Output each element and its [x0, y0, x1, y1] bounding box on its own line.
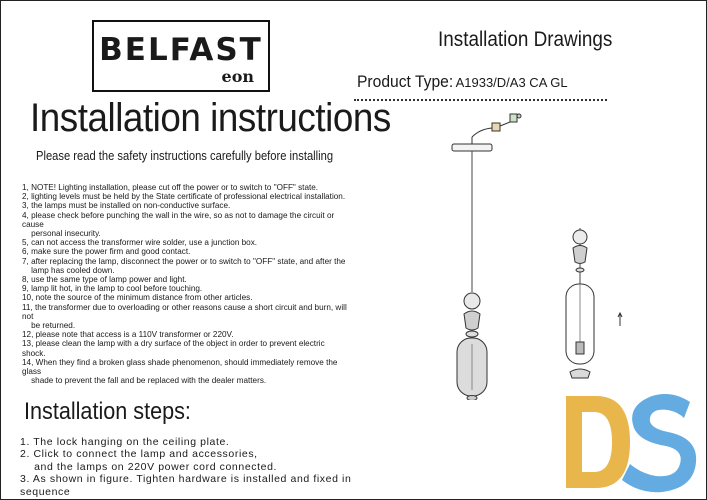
safety-note: 13, please clean the lamp with a dry surface of the object in order to prevent electric shock.: [22, 338, 327, 358]
safety-note: 6, make sure the power firm and good contact.: [22, 246, 191, 257]
installation-steps-list: [20, 436, 360, 498]
safety-note: 11, the transformer due to overloading or other reasons cause a short circuit and burn, will not be returned.: [22, 301, 347, 331]
safety-note: 10, note the source of the minimum distance from other articles.: [22, 292, 253, 303]
installation-step: 3. As shown in figure. Tighten hardware is installed and fixed in sequence: [20, 473, 355, 498]
installation-drawing: [430, 104, 630, 400]
drawings-heading: Installation Drawings: [438, 28, 613, 51]
watermark-letter-d: [566, 396, 630, 488]
brand-logo: [92, 20, 270, 92]
safety-note: 3, the lamps must be installed on non-conductive surface.: [22, 200, 231, 211]
watermark-letter-s: [622, 394, 696, 492]
safety-note: 12, please note that access is a 110V transformer or 220V.: [22, 329, 234, 340]
product-type-label: Product Type:: [357, 72, 454, 91]
safety-subtitle: Please read the safety instructions carefully before installing: [36, 148, 334, 163]
installation-step: 1. The lock hanging on the ceiling plate.: [20, 436, 230, 448]
safety-note: 14, When they find a broken glass shade phenomenon, should immediately remove the glass shade to prevent the fall and be replaced with the dealer matters.: [22, 356, 338, 386]
installation-step: 2. Click to connect the lamp and accessories, and the lamps on 220V power cord connected.: [20, 448, 278, 473]
steps-heading: Installation steps:: [24, 398, 191, 425]
product-type: [357, 72, 568, 92]
dotted-rule: [354, 99, 607, 101]
safety-notes-list: [22, 183, 367, 385]
safety-note: 5, can not access the transformer wire solder, use a junction box.: [22, 237, 258, 248]
safety-note: 4, please check before punching the wall in the wire, so as not to damage the circuit or cause personal insecurity.: [22, 209, 335, 239]
safety-note: 2, lighting levels must be held by the State certificate of professional electrical installation.: [22, 191, 346, 202]
lamp-detail-drawing: [566, 228, 622, 378]
page-title: Installation instructions: [30, 96, 391, 140]
ceiling-mount-drawing: [452, 114, 521, 151]
safety-note: 1, NOTE! Lighting installation, please cut off the power or to switch to "OFF" state.: [22, 182, 319, 192]
brand-name: BELFAST: [99, 32, 263, 68]
safety-note: 8, use the same type of lamp power and light.: [22, 274, 187, 285]
product-type-value: A1933/D/A3 CA GL: [455, 75, 568, 90]
ds-watermark-logo: [560, 388, 702, 496]
safety-note: 7, after replacing the lamp, disconnect the power or to switch to "OFF" state, and after the lamp has cooled down.: [22, 255, 346, 275]
brand-sub: eon: [221, 67, 254, 86]
pendant-lamp-drawing: [457, 293, 487, 400]
safety-note: 9, lamp lit hot, in the lamp to cool before touching.: [22, 283, 203, 294]
